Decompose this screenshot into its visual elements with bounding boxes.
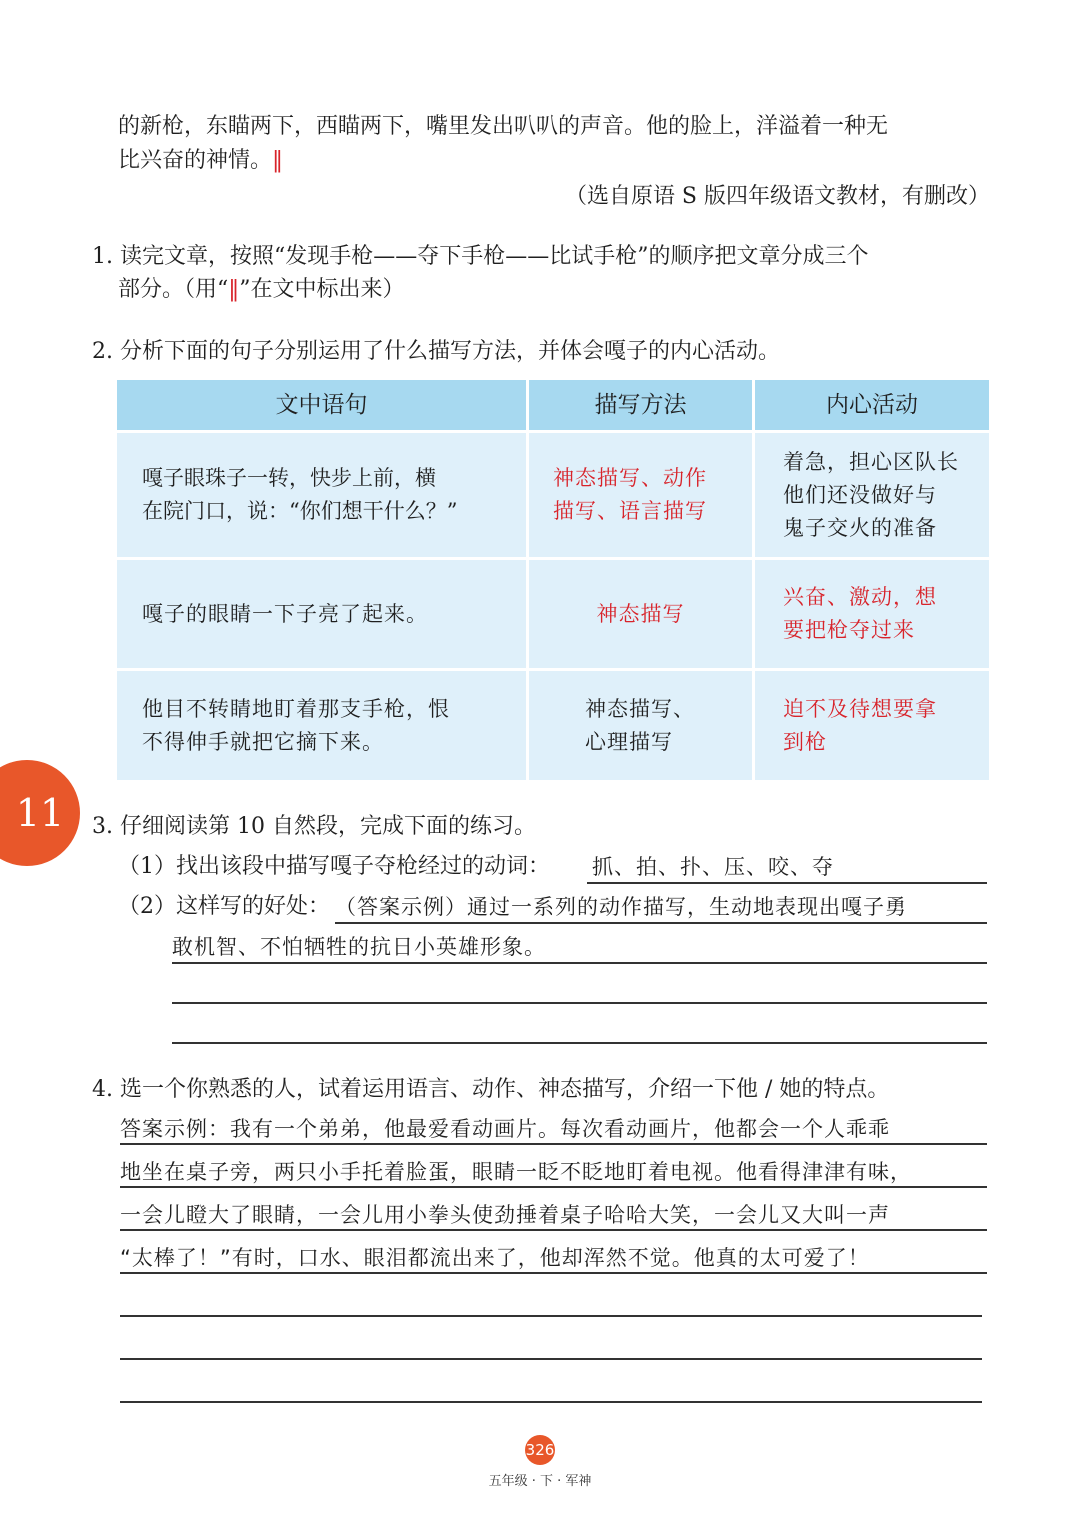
- q3-sub1-answer: 抓、拍、扑、压、咬、夺: [592, 855, 834, 879]
- table-header: 文中语句: [117, 380, 526, 430]
- table-cell-sentence: 嘎子的眼睛一下子亮了起来。: [117, 560, 526, 668]
- section-mark: ‖: [228, 277, 240, 302]
- passage-text: 比兴奋的神情。: [118, 148, 273, 173]
- q3-sub2-label: （2）这样写的好处：: [118, 894, 330, 919]
- analysis-table: [117, 380, 989, 780]
- passage-line: [118, 144, 283, 178]
- answer-line: [120, 1229, 987, 1231]
- answer-line: [120, 1186, 987, 1188]
- q4-answer-line: 一会儿瞪大了眼睛，一会儿用小拳头使劲捶着桌子哈哈大笑，一会儿又大叫一声: [120, 1203, 890, 1227]
- answer-line: [120, 1272, 987, 1274]
- q4-answer-line: “太棒了！”有时，口水、眼泪都流出来了，他却浑然不觉。他真的太可爱了！: [120, 1246, 870, 1270]
- passage-line: 的新枪，东瞄两下，西瞄两下，嘴里发出叭叭的声音。他的脸上，洋溢着一种无: [118, 114, 889, 139]
- table-cell-activity: 着急，担心区队长 他们还没做好与 鬼子交火的准备: [755, 433, 989, 557]
- page-number: 326: [525, 1435, 555, 1465]
- table-cell-sentence: 他目不转睛地盯着那支手枪，恨 不得伸手就把它摘下来。: [117, 671, 526, 780]
- source-note: （选自原语 S 版四年级语文教材，有删改）: [564, 184, 990, 209]
- table-cell-method: 神态描写: [529, 560, 752, 668]
- table-header: 描写方法: [529, 380, 752, 430]
- question-1: 1. 读完文章，按照“发现手枪——夺下手枪——比试手枪”的顺序把文章分成三个: [92, 244, 869, 269]
- answer-line: [335, 922, 987, 924]
- q1-text: ”在文中标出来）: [239, 277, 405, 302]
- table-cell-activity: 兴奋、激动，想 要把枪夺过来: [755, 560, 989, 668]
- answer-line: [172, 1042, 987, 1044]
- table-cell-activity: 迫不及待想要拿 到枪: [755, 671, 989, 780]
- answer-line: [172, 962, 987, 964]
- answer-line: [120, 1315, 982, 1317]
- answer-line: [172, 1002, 987, 1004]
- question-2: 2. 分析下面的句子分别运用了什么描写方法，并体会嘎子的内心活动。: [92, 339, 780, 364]
- q3-sub2-answer: （答案示例）通过一系列的动作描写，生动地表现出嘎子勇: [335, 895, 907, 919]
- q1-text: 部分。（用“: [118, 277, 229, 302]
- lesson-number-badge: 11: [0, 760, 80, 866]
- q3-sub1-label: （1）找出该段中描写嘎子夺枪经过的动词：: [118, 854, 550, 879]
- table-cell-method: 神态描写、 心理描写: [529, 671, 752, 780]
- q3-sub2-answer: 敢机智、不怕牺牲的抗日小英雄形象。: [172, 935, 546, 959]
- table-header: 内心活动: [755, 380, 989, 430]
- answer-line: [120, 1401, 982, 1403]
- answer-line: [120, 1358, 982, 1360]
- q4-answer-line: 答案示例：我有一个弟弟，他最爱看动画片。每次看动画片，他都会一个人乖乖: [120, 1117, 890, 1141]
- book-footer: 五年级 · 下 · 军神: [488, 1474, 592, 1489]
- question-3: 3. 仔细阅读第 10 自然段，完成下面的练习。: [92, 814, 536, 839]
- section-mark: ‖: [272, 148, 284, 173]
- q4-answer-line: 地坐在桌子旁，两只小手托着脸蛋，眼睛一眨不眨地盯着电视。他看得津津有味，: [120, 1160, 912, 1184]
- answer-line: [587, 882, 987, 884]
- table-cell-sentence: 嘎子眼珠子一转，快步上前，横 在院门口，说：“你们想干什么？”: [117, 433, 526, 557]
- question-4: 4. 选一个你熟悉的人，试着运用语言、动作、神态描写，介绍一下他 / 她的特点。: [92, 1077, 890, 1102]
- answer-line: [120, 1143, 987, 1145]
- table-cell-method: 神态描写、动作 描写、语言描写: [529, 433, 752, 557]
- question-1-cont: [118, 273, 405, 307]
